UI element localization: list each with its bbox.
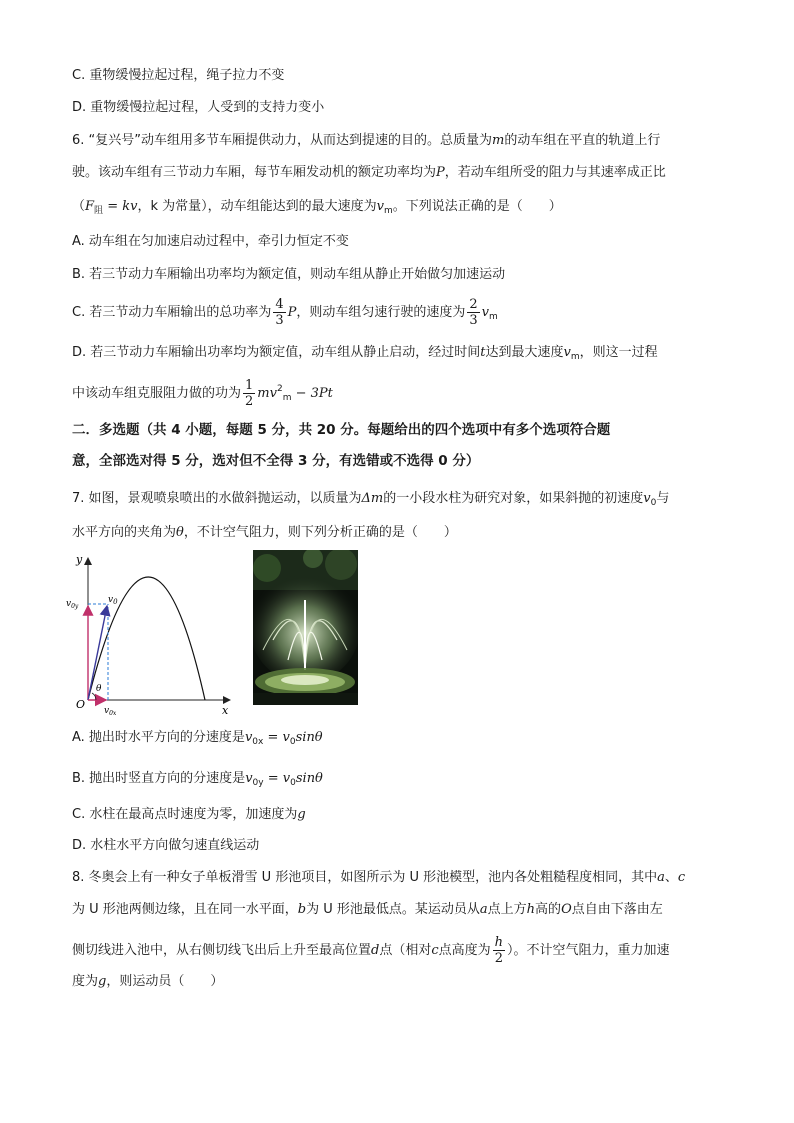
v0-label: $v_0$: [108, 595, 118, 606]
q7-stem-line-1: 7. 如图，景观喷泉喷出的水做斜抛运动，以质量为Δm的一小段水柱为研究对象，如果斜抛的初速度$v_0$与: [72, 491, 670, 508]
q7-option-c: C. 水柱在最高点时速度为零，加速度为g: [72, 807, 306, 822]
q6-option-d-line-1: D. 若三节动力车厢输出功率均为额定值，动车组从静止启动，经过时间t达到最大速度$v_m$，则这一过程: [72, 345, 658, 362]
q8-stem-line-2: 为 U 形池两侧边缘，且在同一水平面，b为 U 形池最低点。某运动员从a点上方h高的O点自由下落由左: [72, 902, 663, 917]
q6-stem-line-1: 6. “复兴号”动车组用多节车厢提供动力，从而达到提速的目的。总质量为m的动车组在平直的轨道上行: [72, 133, 661, 148]
v0y-label: $v_{0y}$: [66, 599, 79, 610]
v0x-label: $v_{0x}$: [104, 706, 117, 717]
section-2-heading-line-1: 二．多选题（共 4 小题，每题 5 分，共 20 分。每题给出的四个选项中有多个选项符合题: [72, 422, 611, 438]
projectile-diagram: [64, 548, 244, 718]
section-2-heading-line-2: 意，全部选对得 5 分，选对但不全得 3 分，有选错或不选得 0 分）: [72, 453, 480, 469]
q8-stem-line-4: 度为g，则运动员（ ）: [72, 974, 224, 989]
y-axis-label: y: [76, 553, 83, 566]
theta-arc: [92, 693, 96, 700]
q8-stem-line-1: 8. 冬奥会上有一种女子单板滑雪 U 形池项目，如图所示为 U 形池模型，池内各处粗糙程度相同，其中a、c: [72, 870, 686, 885]
q5-option-c: C. 重物缓慢拉起过程，绳子拉力不变: [72, 68, 285, 83]
q5-option-d: D. 重物缓慢拉起过程，人受到的支持力变小: [72, 100, 325, 115]
fountain-image: [253, 550, 358, 705]
q6-stem-line-2: 驶。该动车组有三节动力车厢，每节车厢发动机的额定功率均为P，若动车组所受的阻力与其速率成正比: [72, 165, 666, 180]
q6-option-d-line-2: 中该动车组克服阻力做的功为 $\frac{1}{2}$ $mv^2_m - 3Pt$: [72, 378, 333, 409]
q6-stem-line-3: （$F_阻$ = kv，k 为常量），动车组能达到的最大速度为$v_m$。下列说法正确的是（ ）: [72, 199, 562, 216]
trajectory-curve: [88, 577, 205, 700]
origin-label: O: [76, 698, 86, 711]
q7-option-d: D. 水柱水平方向做匀速直线运动: [72, 838, 260, 853]
q6-option-c: C. 若三节动力车厢输出的总功率为 $\frac{4}{3}$ P，则动车组匀速行驶的速度为 $\frac{2}{3}$ $v_m$: [72, 297, 498, 328]
x-axis-label: x: [222, 704, 229, 717]
q7-option-b: B. 抛出时竖直方向的分速度是$v_{0y} = v_0\sin\theta$: [72, 771, 323, 788]
q7-stem-line-2: 水平方向的夹角为θ，不计空气阻力，则下列分析正确的是（ ）: [72, 525, 457, 540]
theta-label: θ: [96, 684, 102, 694]
q8-stem-line-3: 侧切线进入池中，从右侧切线飞出后上升至最高位置d点（相对c点高度为 $\frac{h}{2}$ ）。不计空气阻力，重力加速: [72, 935, 670, 966]
q6-option-a: A. 动车组在匀加速启动过程中，牵引力恒定不变: [72, 234, 349, 249]
q6-option-b: B. 若三节动力车厢输出功率均为额定值，则动车组从静止开始做匀加速运动: [72, 267, 506, 282]
fountain-photo: [253, 550, 358, 705]
q7-option-a: A. 抛出时水平方向的分速度是$v_{0x} = v_0\sin\theta$: [72, 730, 323, 747]
